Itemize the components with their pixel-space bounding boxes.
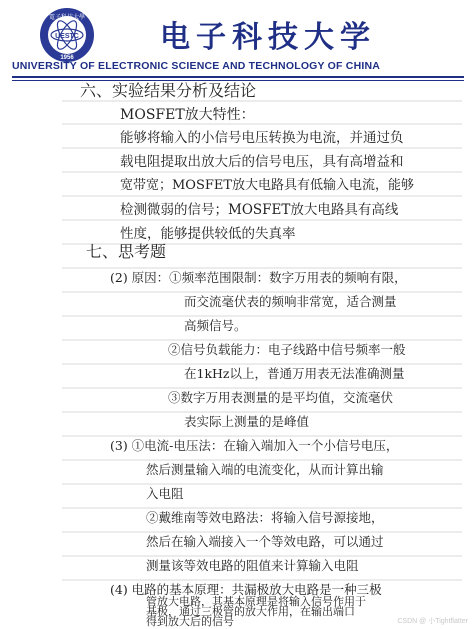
section6-line-4: 检测微弱的信号；MOSFET放大电路具有高线 bbox=[120, 202, 399, 218]
logo-year-text: 1956 bbox=[60, 55, 74, 61]
q4-line-3: 基极，通过三极管的放大作用，在输出端口 bbox=[146, 605, 355, 618]
q3-line-2: 然后测量输入端的电流变化，从而计算出输 bbox=[146, 462, 384, 477]
q3-line-1: (3) ①电流-电压法：在输入端加入一个小信号电压， bbox=[110, 438, 399, 453]
q2-line-2: 而交流毫伏表的频响非常宽，适合测量 bbox=[184, 294, 397, 309]
university-title-cn: 电子科技大学 bbox=[160, 20, 376, 55]
university-title-en: UNIVERSITY OF ELECTRONIC SCIENCE AND TECHNOLOGY OF CHINA bbox=[12, 60, 381, 72]
q2-line-4: ②信号负载能力：电子线路中信号频率一般 bbox=[168, 342, 406, 357]
section7-heading: 七、思考题 bbox=[86, 242, 167, 261]
q2-line-1: (2) 原因：①频率范围限制：数字万用表的频响有限， bbox=[110, 270, 407, 285]
q2-line-7: 表实际上测量的是峰值 bbox=[184, 414, 310, 429]
q3-line-5: 然后在输入端接入一个等效电路，可以通过 bbox=[146, 534, 384, 549]
section6-heading: 六、实验结果分析及结论 bbox=[80, 81, 257, 100]
logo-top-text: 電子科技大學 bbox=[48, 14, 86, 21]
q2-line-5: 在1kHz以上，普通万用表无法准确测量 bbox=[184, 366, 405, 381]
section6-line-3: 宽带宽；MOSFET放大电路具有低输入电流，能够 bbox=[120, 178, 415, 193]
q3-line-6: 测量该等效电路的阻值来计算输入电阻 bbox=[146, 558, 359, 573]
q4-line-2: 管放大电路，其基本原理是将输入信号作用于 bbox=[146, 595, 366, 608]
section6-line-1: 能够将输入的小信号电压转换为电流，并通过负 bbox=[120, 130, 404, 146]
section6-line-5: 性度，能够提供较低的失真率 bbox=[120, 226, 296, 242]
q4-line-4: 得到放大后的信号 bbox=[146, 615, 234, 628]
section6-line-2: 载电阻提取出放大后的信号电压，具有高增益和 bbox=[120, 154, 404, 170]
q2-line-3: 高频信号。 bbox=[184, 318, 247, 333]
q4-line-1: (4) 电路的基本原理：共漏极放大电路是一种三极 bbox=[110, 582, 382, 597]
q3-line-4: ②戴维南等效电路法：将输入信号源接地， bbox=[146, 510, 384, 525]
q3-line-3: 入电阻 bbox=[146, 486, 184, 501]
watermark-text: CSDN @ 小Tightflatter bbox=[397, 618, 468, 625]
logo-center-text: UESTC bbox=[55, 33, 79, 40]
section6-subheading: MOSFET放大特性： bbox=[120, 107, 255, 123]
q2-line-6: ③数字万用表测量的是平均值，交流毫伏 bbox=[168, 390, 394, 405]
